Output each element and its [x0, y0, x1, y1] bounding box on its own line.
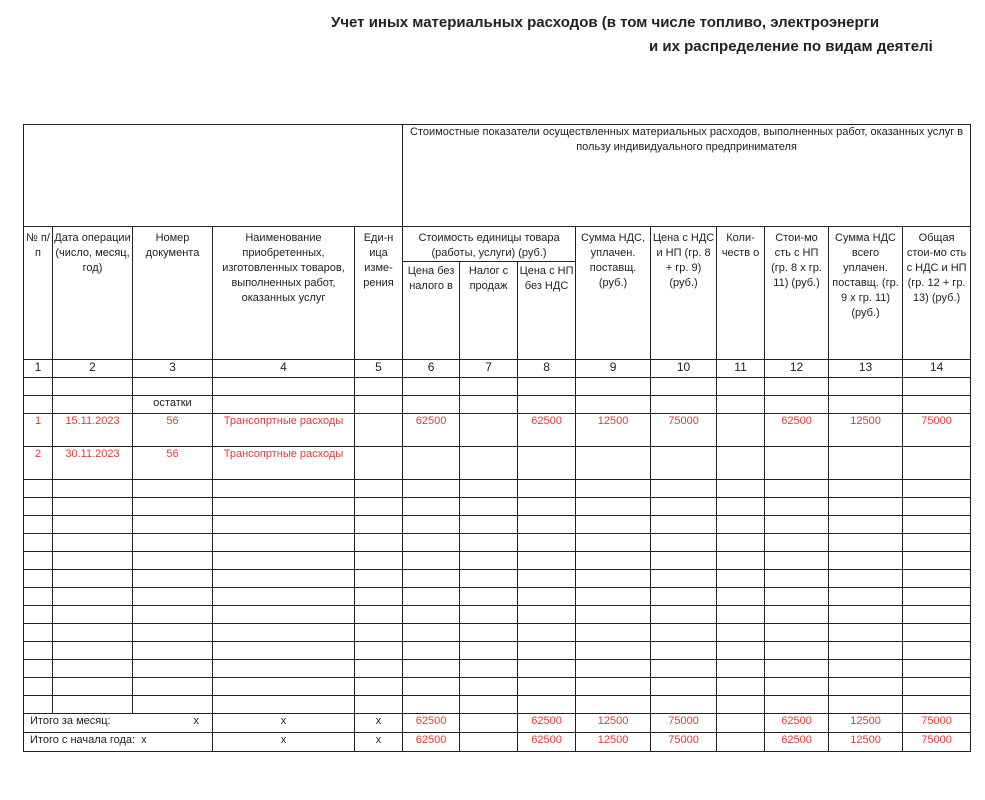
- totals-month-label: Итого за месяц:: [30, 715, 111, 727]
- entry-vat-total[interactable]: [829, 447, 903, 480]
- col-header-unit: Еди-н ица изме-рения: [355, 227, 403, 360]
- totals-year-price[interactable]: 62500: [403, 733, 460, 752]
- totals-year-vat[interactable]: 12500: [576, 733, 651, 752]
- column-number: 6: [403, 360, 460, 378]
- entry-document[interactable]: 56: [133, 414, 213, 447]
- totals-year-label: Итого с начала года:: [30, 734, 136, 746]
- entry-document[interactable]: 56: [133, 447, 213, 480]
- column-header-row: [24, 227, 971, 262]
- entry-name[interactable]: Трансопртные расходы: [213, 414, 355, 447]
- entry-quantity[interactable]: [717, 447, 765, 480]
- balance-label: остатки: [133, 396, 213, 414]
- column-numbers-row: [24, 360, 971, 378]
- empty-row: [24, 480, 971, 498]
- empty-row: [24, 678, 971, 696]
- entry-vat-total[interactable]: 12500: [829, 414, 903, 447]
- empty-row: [24, 570, 971, 588]
- col-header-price-np: Цена с НП без НДС: [518, 262, 576, 360]
- totals-month-x: х: [193, 715, 199, 727]
- totals-month-sales-tax[interactable]: [460, 714, 518, 733]
- entry-date[interactable]: 15.11.2023: [53, 414, 133, 447]
- totals-year-sales-tax[interactable]: [460, 733, 518, 752]
- blank-row: [24, 378, 971, 396]
- entry-cost-np[interactable]: [765, 447, 829, 480]
- column-number: 11: [717, 360, 765, 378]
- entry-price[interactable]: [403, 447, 460, 480]
- balance-row: [24, 396, 971, 414]
- col-header-quantity: Коли-честв о: [717, 227, 765, 360]
- totals-month-vat-total[interactable]: 12500: [829, 714, 903, 733]
- entry-price-np[interactable]: 62500: [518, 414, 576, 447]
- empty-row: [24, 624, 971, 642]
- entry-cost-np[interactable]: 62500: [765, 414, 829, 447]
- totals-month-vat[interactable]: 12500: [576, 714, 651, 733]
- title-line-1: Учет иных материальных расходов (в том числе топливо, электроэнерги: [331, 14, 880, 31]
- col-header-number: № п/п: [24, 227, 53, 360]
- column-number: 10: [651, 360, 717, 378]
- col-header-price-no-tax: Цена без налого в: [403, 262, 460, 360]
- col-header-sales-tax: Налог с продаж: [460, 262, 518, 360]
- totals-year-row: [24, 733, 971, 752]
- column-number: 12: [765, 360, 829, 378]
- empty-row: [24, 498, 971, 516]
- totals-year-x: х: [355, 733, 403, 752]
- column-number: 3: [133, 360, 213, 378]
- totals-month-price-total[interactable]: 75000: [651, 714, 717, 733]
- col-header-unit-cost: Стоимость единицы товара (работы, услуги) (руб.): [403, 227, 576, 262]
- expense-ledger-table: [23, 124, 971, 752]
- entry-price[interactable]: 62500: [403, 414, 460, 447]
- col-header-vat: Сумма НДС, уплачен. поставщ. (руб.): [576, 227, 651, 360]
- totals-year-total[interactable]: 75000: [903, 733, 971, 752]
- entry-number[interactable]: 2: [24, 447, 53, 480]
- col-header-document: Номер документа: [133, 227, 213, 360]
- entry-price-np[interactable]: [518, 447, 576, 480]
- totals-year-x: х: [141, 734, 147, 746]
- table-row: [24, 414, 971, 447]
- totals-year-cost-np[interactable]: 62500: [765, 733, 829, 752]
- totals-month-x: х: [355, 714, 403, 733]
- column-number: 1: [24, 360, 53, 378]
- entry-total[interactable]: [903, 447, 971, 480]
- entry-unit[interactable]: [355, 414, 403, 447]
- totals-year-x: х: [213, 733, 355, 752]
- column-number: 5: [355, 360, 403, 378]
- entry-quantity[interactable]: [717, 414, 765, 447]
- column-number: 14: [903, 360, 971, 378]
- entry-date[interactable]: 30.11.2023: [53, 447, 133, 480]
- header-blank-cell: [24, 125, 403, 227]
- entry-sales-tax[interactable]: [460, 447, 518, 480]
- col-header-total: Общая стои-мо сть с НДС и НП (гр. 12 + гр. 13) (руб.): [903, 227, 971, 360]
- empty-row: [24, 696, 971, 714]
- totals-month-price[interactable]: 62500: [403, 714, 460, 733]
- totals-month-quantity[interactable]: [717, 714, 765, 733]
- table-row: [24, 447, 971, 480]
- col-header-date: Дата операции (число, месяц, год): [53, 227, 133, 360]
- entry-total[interactable]: 75000: [903, 414, 971, 447]
- totals-month-row: [24, 714, 971, 733]
- empty-row: [24, 606, 971, 624]
- column-number: 13: [829, 360, 903, 378]
- entry-price-total[interactable]: [651, 447, 717, 480]
- empty-row: [24, 642, 971, 660]
- col-header-vat-total: Сумма НДС всего уплачен. поставщ. (гр. 9 х гр. 11) (руб.): [829, 227, 903, 360]
- col-header-cost-np: Стои-мо сть с НП (гр. 8 х гр. 11) (руб.): [765, 227, 829, 360]
- column-number: 4: [213, 360, 355, 378]
- totals-month-total[interactable]: 75000: [903, 714, 971, 733]
- entry-number[interactable]: 1: [24, 414, 53, 447]
- entry-unit[interactable]: [355, 447, 403, 480]
- column-number: 9: [576, 360, 651, 378]
- totals-year-quantity[interactable]: [717, 733, 765, 752]
- title-line-2: и их распределение по видам деятелі: [649, 38, 933, 55]
- entry-vat[interactable]: [576, 447, 651, 480]
- empty-row: [24, 534, 971, 552]
- totals-year-vat-total[interactable]: 12500: [829, 733, 903, 752]
- header-frame-row: [24, 125, 971, 227]
- col-header-price-total: Цена с НДС и НП (гр. 8 + гр. 9) (руб.): [651, 227, 717, 360]
- totals-month-cost-np[interactable]: 62500: [765, 714, 829, 733]
- empty-row: [24, 552, 971, 570]
- empty-row: [24, 588, 971, 606]
- empty-row: [24, 660, 971, 678]
- entry-sales-tax[interactable]: [460, 414, 518, 447]
- entry-vat[interactable]: 12500: [576, 414, 651, 447]
- column-number: 7: [460, 360, 518, 378]
- group-header: Стоимостные показатели осуществленных материальных расходов, выполненных работ, оказанных услуг в пользу индивидуального предпринимателя: [403, 125, 971, 227]
- empty-row: [24, 516, 971, 534]
- entry-price-total[interactable]: 75000: [651, 414, 717, 447]
- totals-month-x: х: [213, 714, 355, 733]
- column-number: 2: [53, 360, 133, 378]
- col-header-item-name: Наименование приобретенных, изготовленных товаров, выполненных работ, оказанных услуг: [213, 227, 355, 360]
- entry-name[interactable]: Трансопртные расходы: [213, 447, 355, 480]
- totals-year-price-total[interactable]: 75000: [651, 733, 717, 752]
- column-number: 8: [518, 360, 576, 378]
- totals-month-price-np[interactable]: 62500: [518, 714, 576, 733]
- totals-year-price-np[interactable]: 62500: [518, 733, 576, 752]
